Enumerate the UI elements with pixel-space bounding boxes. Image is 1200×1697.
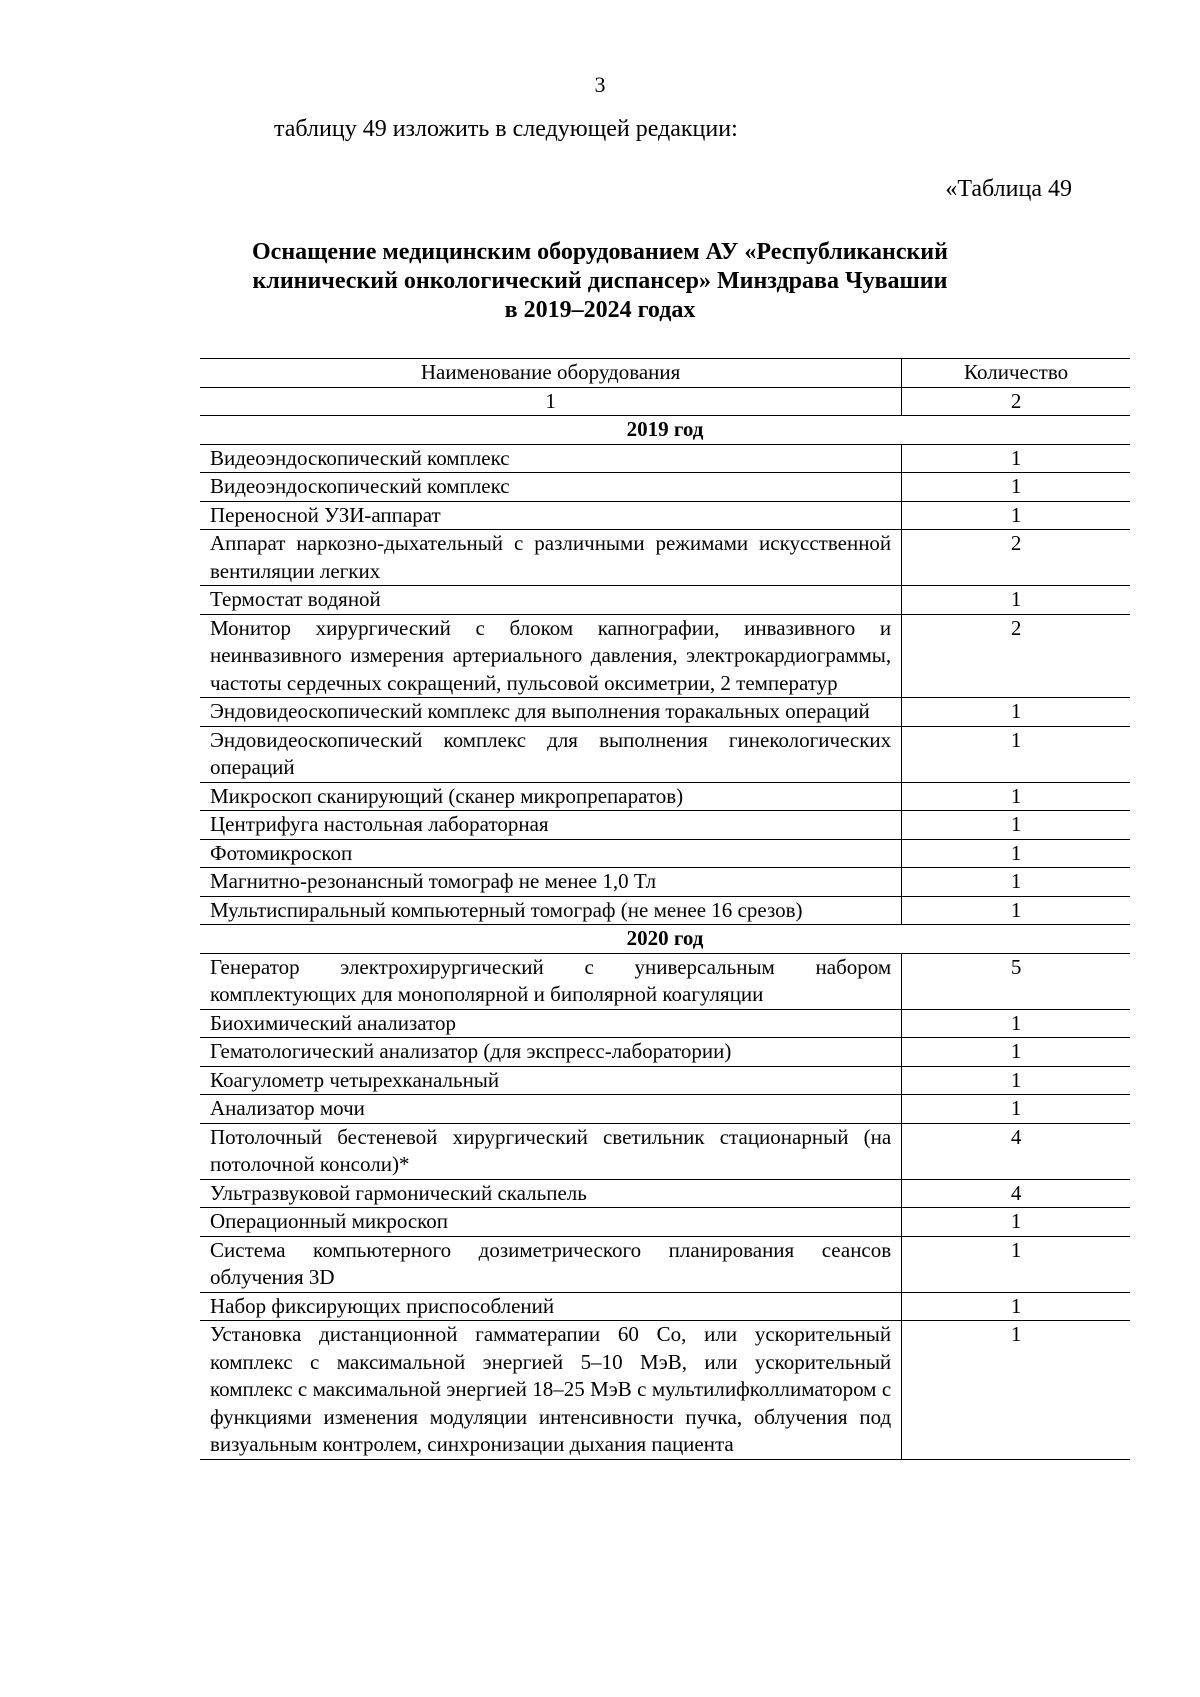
equipment-name: Установка дистанционной гамматерапии 60 Co, или ускорительный комплекс с максимальной энергией 5–10 МэВ, или ускорительный комплекс с максимальной энергией 18–25 МэВ с мультилифколлиматором с функциями изменения модуляции интенсивности пучка, облучения под визуальным контролем, синхронизации дыхания пациента bbox=[200, 1321, 902, 1460]
table-row bbox=[200, 868, 1130, 897]
equipment-name: Коагулометр четырехканальный bbox=[200, 1066, 902, 1095]
year-heading: 2020 год bbox=[626, 926, 704, 950]
equipment-quantity: 1 bbox=[1010, 1096, 1022, 1120]
table-row bbox=[200, 1009, 1130, 1038]
table-row bbox=[200, 782, 1130, 811]
equipment-quantity: 2 bbox=[1010, 615, 1022, 640]
title-line-3: в 2019–2024 годах bbox=[504, 297, 696, 323]
table-row bbox=[200, 953, 1130, 1009]
table-header-row bbox=[200, 359, 1130, 388]
equipment-quantity: 5 bbox=[1010, 954, 1022, 979]
year-section-row bbox=[200, 925, 1130, 954]
equipment-name: Видеоэндоскопический комплекс bbox=[200, 444, 902, 473]
equipment-name: Потолочный бестеневой хирургический светильник стационарный (на потолочной консоли)* bbox=[200, 1123, 902, 1179]
equipment-quantity: 1 bbox=[1010, 474, 1022, 498]
equipment-name: Переносной УЗИ-аппарат bbox=[200, 501, 902, 530]
title-line-1: Оснащение медицинским оборудованием АУ «Республиканский bbox=[252, 239, 948, 265]
table-row bbox=[200, 726, 1130, 782]
table-row bbox=[200, 896, 1130, 925]
equipment-quantity: 1 bbox=[1010, 1322, 1022, 1346]
table-row bbox=[200, 698, 1130, 727]
header-quantity: Количество bbox=[964, 360, 1069, 384]
table-row bbox=[200, 473, 1130, 502]
numbering-row bbox=[200, 387, 1130, 416]
table-row bbox=[200, 1066, 1130, 1095]
equipment-quantity: 1 bbox=[1010, 587, 1022, 611]
equipment-quantity: 1 bbox=[1010, 812, 1022, 836]
equipment-quantity: 4 bbox=[1010, 1124, 1022, 1149]
table-row bbox=[200, 1292, 1130, 1321]
equipment-quantity: 2 bbox=[1010, 531, 1022, 555]
equipment-quantity: 1 bbox=[1010, 869, 1022, 893]
equipment-name: Термостат водяной bbox=[200, 586, 902, 615]
table-row bbox=[200, 614, 1130, 698]
table-row bbox=[200, 1179, 1130, 1208]
equipment-quantity: 1 bbox=[1010, 1209, 1022, 1233]
equipment-name: Магнитно-резонансный томограф не менее 1,0 Тл bbox=[200, 868, 902, 897]
equipment-quantity: 1 bbox=[1010, 1067, 1022, 1092]
equipment-quantity: 1 bbox=[1010, 445, 1022, 470]
table-row bbox=[200, 811, 1130, 840]
intro-text: таблицу 49 изложить в следующей редакции: bbox=[274, 116, 738, 142]
equipment-quantity: 4 bbox=[1010, 1180, 1022, 1205]
equipment-quantity: 1 bbox=[1010, 1010, 1022, 1035]
equipment-name: Фотомикроскоп bbox=[200, 839, 902, 868]
page-number: 3 bbox=[594, 72, 606, 97]
table-body bbox=[200, 416, 1130, 1460]
equipment-quantity: 1 bbox=[1010, 1237, 1022, 1262]
table-row bbox=[200, 1208, 1130, 1237]
equipment-name: Центрифуга настольная лабораторная bbox=[200, 811, 902, 840]
equipment-quantity: 1 bbox=[1010, 727, 1022, 752]
table-row bbox=[200, 1123, 1130, 1179]
table-row bbox=[200, 530, 1130, 586]
equipment-quantity: 1 bbox=[1010, 1039, 1022, 1063]
column-number-1: 1 bbox=[200, 387, 902, 416]
equipment-name: Монитор хирургический с блоком капнографии, инвазивного и неинвазивного измерения артериального давления, электрокардиограммы, частоты сердечных сокращений, пульсовой оксиметрии, 2 температур bbox=[200, 614, 902, 698]
equipment-quantity: 1 bbox=[1010, 783, 1022, 808]
header-name: Наименование оборудования bbox=[200, 359, 902, 388]
year-section-row bbox=[200, 416, 1130, 445]
equipment-name: Биохимический анализатор bbox=[200, 1009, 902, 1038]
table-row bbox=[200, 586, 1130, 615]
equipment-name: Эндовидеоскопический комплекс для выполнения торакальных операций bbox=[200, 698, 902, 727]
title-line-2: клинический онкологический диспансер» Минздрава Чувашии bbox=[252, 268, 948, 294]
equipment-name: Генератор электрохирургический с универсальным набором комплектующих для монополярной и биполярной коагуляции bbox=[200, 953, 902, 1009]
equipment-name: Гематологический анализатор (для экспресс-лаборатории) bbox=[200, 1038, 902, 1067]
equipment-quantity: 1 bbox=[1010, 897, 1022, 922]
equipment-quantity: 1 bbox=[1010, 699, 1022, 723]
equipment-name: Аппарат наркозно-дыхательный с различными режимами искусственной вентиляции легких bbox=[200, 530, 902, 586]
equipment-quantity: 1 bbox=[1010, 840, 1022, 865]
equipment-name: Эндовидеоскопический комплекс для выполнения гинекологических операций bbox=[200, 726, 902, 782]
year-heading: 2019 год bbox=[626, 417, 704, 441]
document-title bbox=[180, 238, 1020, 325]
equipment-quantity: 1 bbox=[1010, 1293, 1022, 1318]
equipment-name: Набор фиксирующих приспособлений bbox=[200, 1292, 902, 1321]
table-row bbox=[200, 1236, 1130, 1292]
equipment-name: Система компьютерного дозиметрического планирования сеансов облучения 3D bbox=[200, 1236, 902, 1292]
column-number-2: 2 bbox=[1010, 388, 1022, 413]
table-row bbox=[200, 1321, 1130, 1460]
equipment-quantity: 1 bbox=[1010, 502, 1022, 527]
table-row bbox=[200, 1095, 1130, 1124]
equipment-table bbox=[200, 358, 1130, 1460]
equipment-name: Видеоэндоскопический комплекс bbox=[200, 473, 902, 502]
equipment-name: Ультразвуковой гармонический скальпель bbox=[200, 1179, 902, 1208]
equipment-name: Анализатор мочи bbox=[200, 1095, 902, 1124]
table-caption: «Таблица 49 bbox=[945, 176, 1072, 202]
table-row bbox=[200, 501, 1130, 530]
equipment-name: Мультиспиральный компьютерный томограф (не менее 16 срезов) bbox=[200, 896, 902, 925]
equipment-name: Операционный микроскоп bbox=[200, 1208, 902, 1237]
table-row bbox=[200, 444, 1130, 473]
equipment-name: Микроскоп сканирующий (сканер микропрепаратов) bbox=[200, 782, 902, 811]
table-row bbox=[200, 839, 1130, 868]
table-row bbox=[200, 1038, 1130, 1067]
